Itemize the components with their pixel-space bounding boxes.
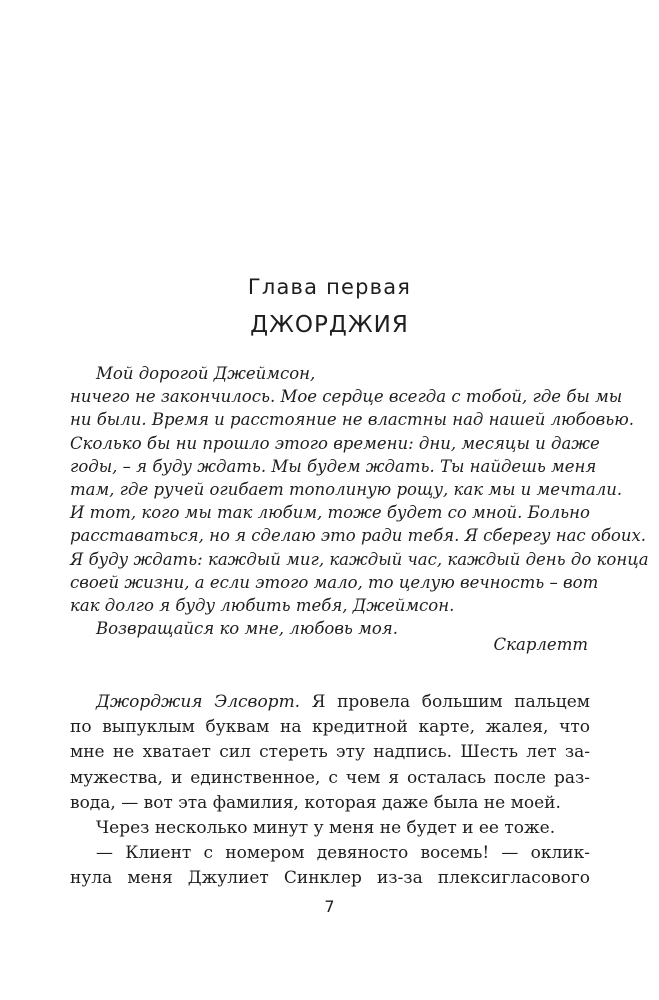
chapter-label: Глава первая <box>247 275 412 299</box>
paragraph-line-rest: Я провела большим пальцем <box>300 692 590 712</box>
paragraph-line: мужества, и единственное, с чем я осталась после раз- <box>70 767 590 788</box>
letter-closing: Возвращайся ко мне, любовь моя. <box>96 619 398 639</box>
letter-line: расставаться, но я сделаю это ради тебя. Я сберегу нас обоих. <box>70 526 647 546</box>
letter-greeting: Мой дорогой Джеймсон, <box>96 364 316 383</box>
page-number: 7 <box>324 897 335 916</box>
chapter-title: ДЖОРДЖИЯ <box>250 312 409 338</box>
letter-line: годы, – я буду ждать. Мы будем ждать. Ты найдешь меня <box>70 456 597 476</box>
letter-line: ничего не закончилось. Мое сердце всегда с тобой, где бы мы <box>70 387 623 407</box>
letter-line: ни были. Время и расстояние не властны над нашей любовью. <box>70 410 634 430</box>
character-name: Джорджия Элсворт. <box>96 692 301 712</box>
letter-line: своей жизни, а если этого мало, то целую вечность – вот <box>70 572 599 592</box>
paragraph-line: — Клиент с номером девяносто восемь! — оклик- <box>96 843 590 864</box>
letter-line: И тот, кого мы так любим, тоже будет со мной. Больно <box>70 503 590 523</box>
body-text <box>70 690 590 892</box>
letter-signature: Скарлетт <box>493 635 588 654</box>
paragraph-line: вода, — вот эта фамилия, которая даже была не моей. <box>70 792 561 813</box>
paragraph-line <box>70 690 590 715</box>
paragraph-line: нула меня Джулиет Синклер из-за плексигласового <box>70 868 590 889</box>
letter-line: Сколько бы ни прошло этого времени: дни, месяцы и даже <box>70 433 600 453</box>
letter-line: Я буду ждать: каждый миг, каждый час, каждый день до конца <box>70 549 649 569</box>
letter-epigraph <box>70 362 649 654</box>
letter-line: как долго я буду любить тебя, Джеймсон. <box>70 596 455 616</box>
paragraph-line: мне не хватает сил стереть эту надпись. Шесть лет за- <box>70 742 590 763</box>
paragraph-line: по выпуклым буквам на кредитной карте, жалея, что <box>70 717 590 738</box>
letter-line: там, где ручей огибает тополиную рощу, как мы и мечтали. <box>70 480 623 500</box>
paragraph-line: Через несколько минут у меня не будет и ее тоже. <box>96 818 556 839</box>
